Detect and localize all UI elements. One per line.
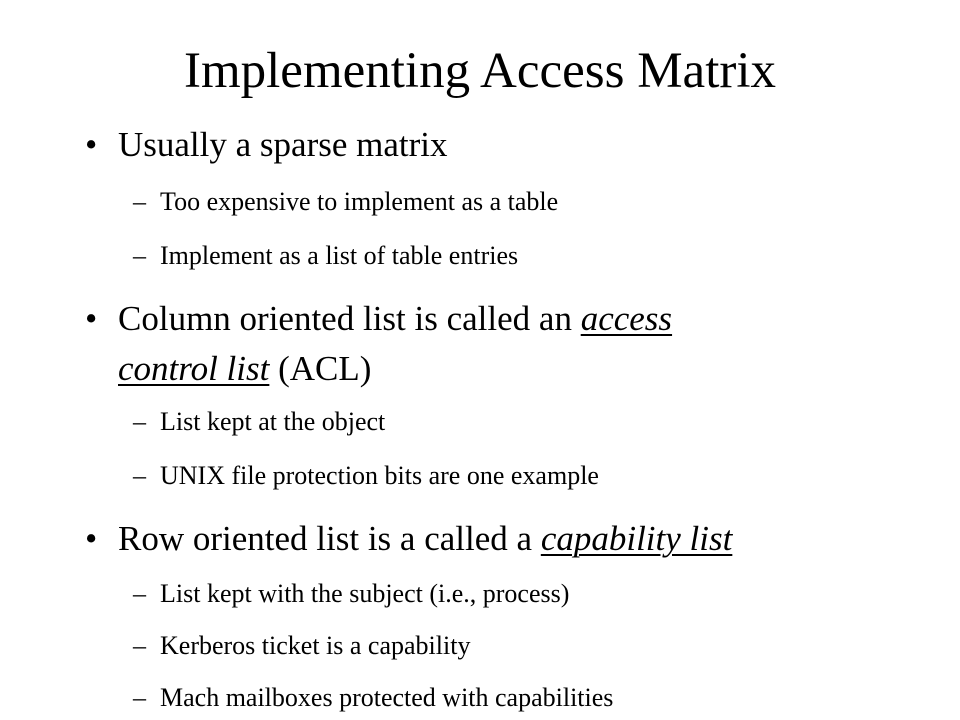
sub-bullet-text: List kept at the object bbox=[160, 407, 386, 436]
bullet-marker: • bbox=[85, 299, 98, 338]
bullet-text bbox=[118, 518, 732, 559]
term-capability-list: capability list bbox=[540, 519, 733, 558]
sub-bullet-text: Too expensive to implement as a table bbox=[160, 187, 559, 216]
bullet-marker: • bbox=[85, 125, 98, 164]
sub-bullet-text: List kept with the subject (i.e., process) bbox=[160, 579, 570, 608]
dash-marker: – bbox=[133, 187, 146, 216]
bullet-text-line-1 bbox=[118, 298, 672, 339]
dash-marker: – bbox=[133, 407, 146, 436]
term-access: access bbox=[580, 299, 673, 338]
sub-bullet-text: Mach mailboxes protected with capabilities bbox=[160, 683, 614, 712]
term-control-list: control list bbox=[118, 349, 270, 388]
sub-bullet-text: Implement as a list of table entries bbox=[160, 241, 519, 270]
slide-title: Implementing Access Matrix bbox=[183, 43, 777, 99]
bullet-text-prefix: Row oriented list is a called a bbox=[118, 519, 541, 558]
bullet-text: Usually a sparse matrix bbox=[118, 125, 448, 164]
bullet-marker: • bbox=[85, 519, 98, 558]
sub-bullet-text: Kerberos ticket is a capability bbox=[160, 631, 471, 660]
dash-marker: – bbox=[133, 461, 146, 490]
dash-marker: – bbox=[133, 631, 146, 660]
dash-marker: – bbox=[133, 579, 146, 608]
bullet-text-suffix: (ACL) bbox=[269, 349, 372, 388]
bullet-text-prefix: Column oriented list is called an bbox=[118, 299, 581, 338]
bullet-text-line-2 bbox=[118, 348, 371, 389]
sub-bullet-text: UNIX file protection bits are one example bbox=[160, 461, 599, 490]
dash-marker: – bbox=[133, 683, 146, 712]
dash-marker: – bbox=[133, 241, 146, 270]
